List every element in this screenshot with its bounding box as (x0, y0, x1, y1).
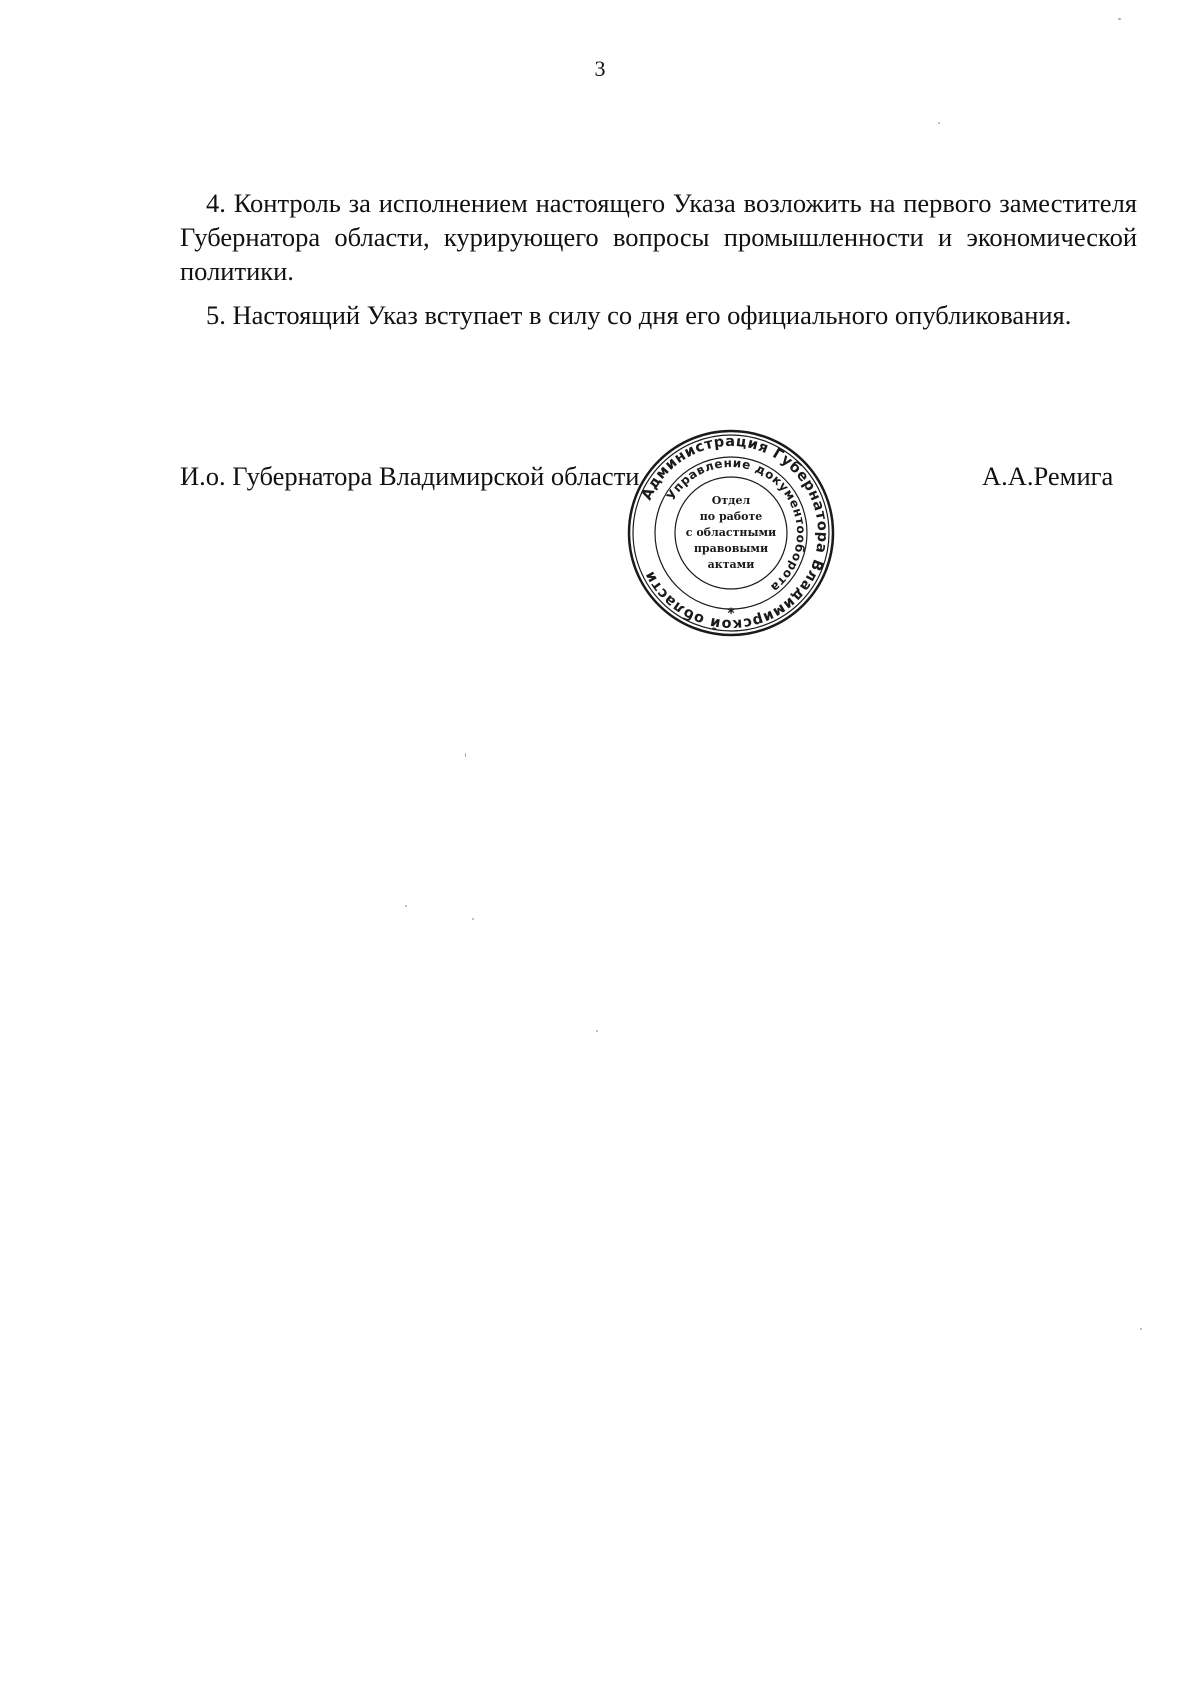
paragraph-5-text: 5. Настоящий Указ вступает в силу со дня его официального опубликования. (206, 300, 1072, 330)
stamp-center-line-2: по работе (699, 510, 763, 523)
paragraph-4 (180, 186, 1137, 288)
scan-speck (405, 905, 407, 907)
page-number: 3 (594, 56, 606, 81)
scan-speck (1140, 1328, 1142, 1330)
stamp-outer-text: Администрация Губернатора Владимирской области (639, 433, 831, 633)
stamp-center-line-1: Отдел (711, 494, 751, 507)
scan-speck (596, 1030, 598, 1032)
signer-title: И.о. Губернатора Владимирской области (180, 461, 640, 491)
paragraph-4-text: 4. Контроль за исполнением настоящего Указа возложить на первого заместителя Губернатора области, курирующего вопросы промышленности и экономической политики. (180, 188, 1137, 286)
stamp-center-line-3: с областными (685, 526, 777, 539)
scan-speck (472, 918, 474, 920)
stamp-star: * (727, 606, 735, 622)
stamp-center-line-4: правовыми (693, 542, 769, 555)
scan-speck (465, 753, 466, 757)
signer-name: А.А.Ремига (982, 461, 1114, 491)
paragraph-5 (180, 298, 1137, 332)
stamp-middle-text: Управление документооборота (663, 455, 809, 596)
official-stamp (626, 428, 836, 638)
scan-speck (938, 122, 940, 124)
stamp-center-line-5: актами (707, 558, 755, 571)
scan-speck (1118, 18, 1121, 20)
